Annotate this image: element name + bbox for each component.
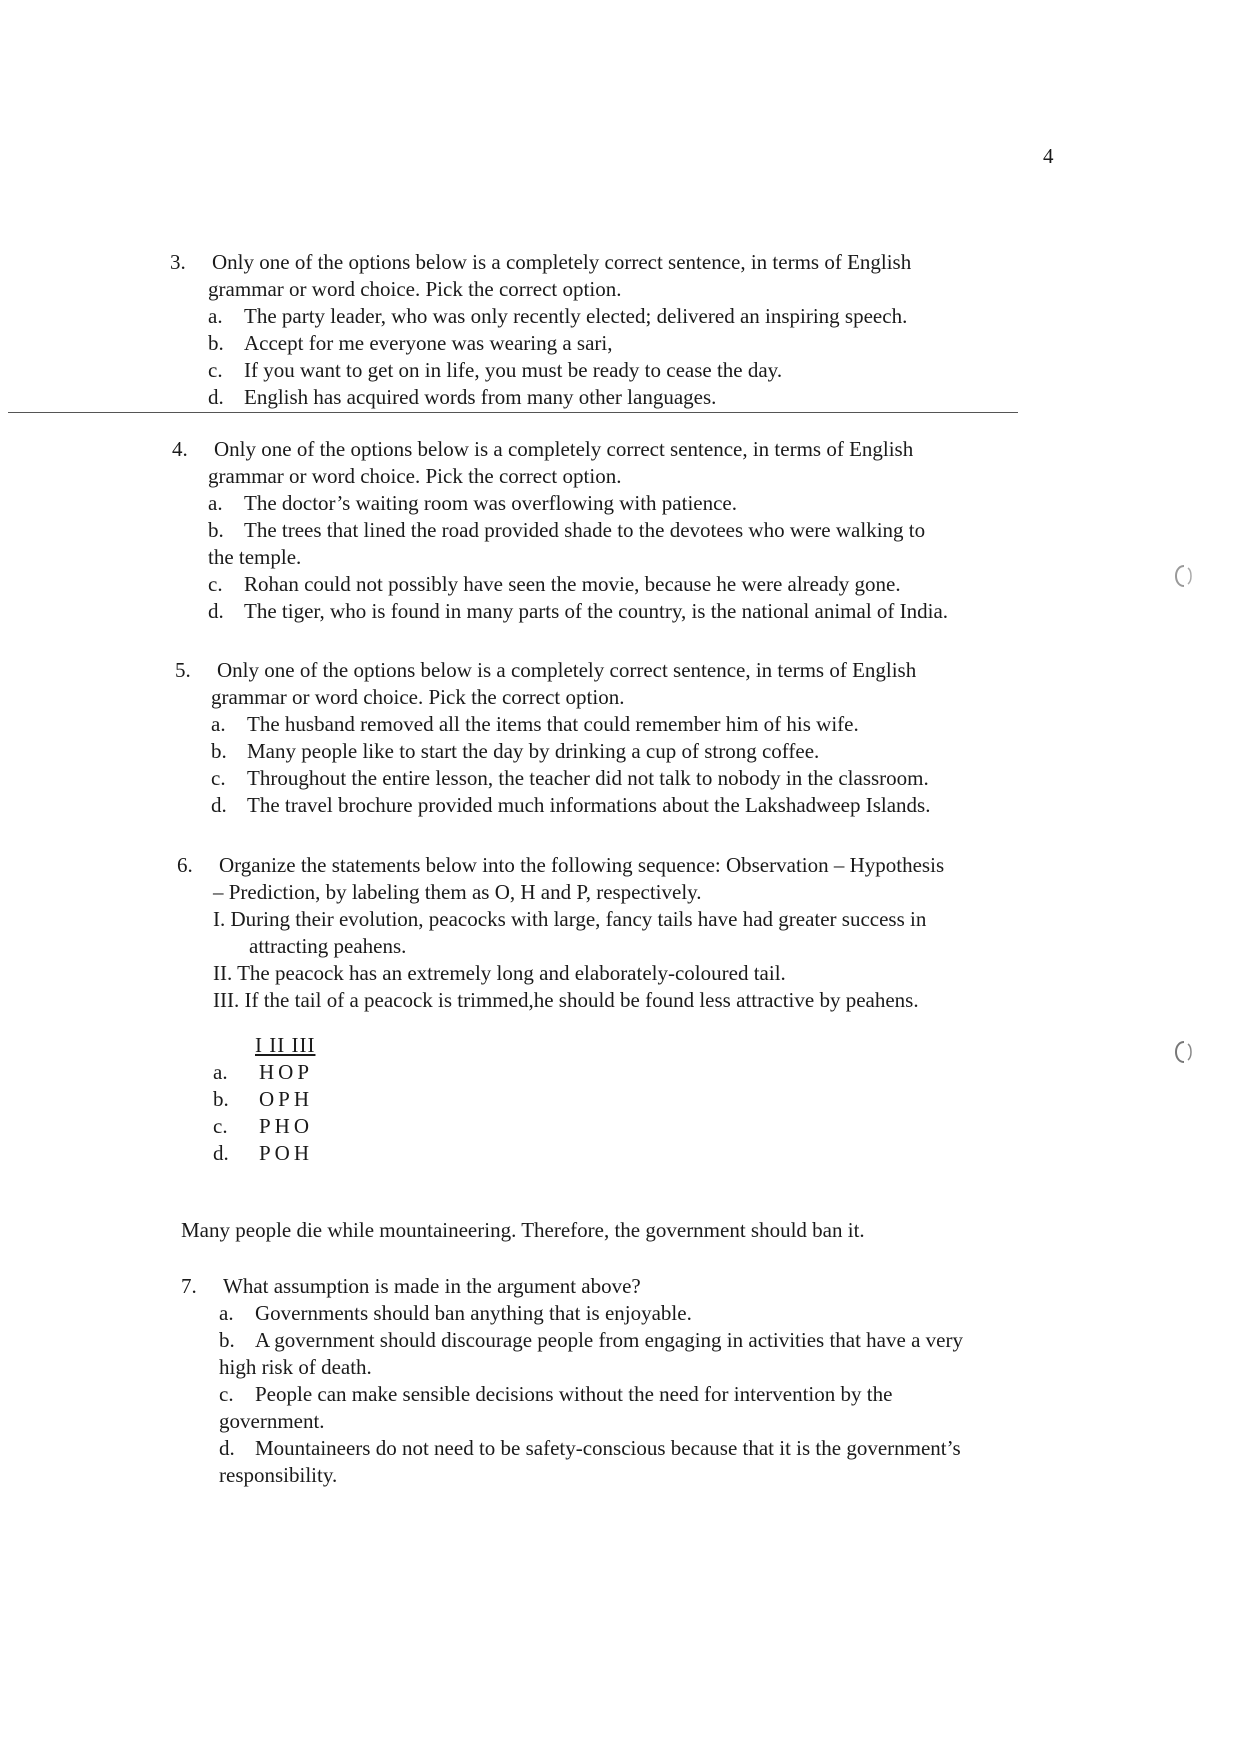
options-list xyxy=(170,303,911,411)
options-list xyxy=(175,711,930,819)
option-letter: b. xyxy=(208,331,224,355)
question-stem: Only one of the options below is a completely correct sentence, in terms of English xyxy=(217,658,917,682)
option-text: The party leader, who was only recently elected; delivered an inspiring speech. xyxy=(244,304,908,328)
option-letter: d. xyxy=(208,599,224,623)
option-a[interactable] xyxy=(211,711,930,738)
option-b-continued xyxy=(219,1354,963,1381)
option-letter: a. xyxy=(211,712,226,736)
scan-mark-icon xyxy=(1172,1038,1196,1066)
statement-1: I. During their evolution, peacocks with large, fancy tails have had greater success in xyxy=(213,907,927,931)
option-letter: a. xyxy=(208,304,223,328)
question-stem: grammar or word choice. Pick the correct option. xyxy=(208,277,622,301)
question-number: 4. xyxy=(172,437,188,461)
option-d[interactable] xyxy=(208,384,911,411)
options-list xyxy=(181,1300,963,1489)
question-stem-line xyxy=(172,436,948,463)
option-b[interactable] xyxy=(208,517,948,544)
option-letter: b. xyxy=(211,739,227,763)
option-letter: d. xyxy=(213,1141,229,1165)
option-text: responsibility. xyxy=(219,1463,338,1487)
option-text: People can make sensible decisions without the need for intervention by the xyxy=(255,1382,893,1406)
question-stem-line xyxy=(170,249,911,276)
option-a[interactable] xyxy=(208,490,948,517)
question-6 xyxy=(177,852,944,1167)
question-stem: Only one of the options below is a completely correct sentence, in terms of English xyxy=(214,437,914,461)
option-text: The husband removed all the items that could remember him of his wife. xyxy=(247,712,859,736)
option-c-continued xyxy=(219,1408,963,1435)
question-7 xyxy=(181,1273,963,1489)
question-stem-line xyxy=(181,1273,963,1300)
question-3 xyxy=(170,249,911,411)
option-a[interactable] xyxy=(219,1300,963,1327)
option-letter: c. xyxy=(213,1114,228,1138)
option-letter: a. xyxy=(219,1301,234,1325)
statement-3: III. If the tail of a peacock is trimmed,he should be found less attractive by peahens. xyxy=(213,988,919,1012)
question-number: 6. xyxy=(177,853,193,877)
options-list xyxy=(177,1059,944,1167)
option-a[interactable] xyxy=(208,303,911,330)
statement-1-continued: attracting peahens. xyxy=(249,934,407,958)
option-b[interactable] xyxy=(219,1327,963,1354)
sequence-header-row xyxy=(177,1032,944,1059)
option-letter: c. xyxy=(208,358,223,382)
option-text: PHO xyxy=(259,1114,314,1138)
option-text: The tiger, who is found in many parts of the country, is the national animal of India. xyxy=(244,599,949,623)
option-text: Rohan could not possibly have seen the movie, because he were already gone. xyxy=(244,572,901,596)
options-list xyxy=(172,490,948,625)
question-stem-line xyxy=(170,276,911,303)
option-a[interactable] xyxy=(213,1059,944,1086)
option-c[interactable] xyxy=(213,1113,944,1140)
option-text: If you want to get on in life, you must be ready to cease the day. xyxy=(244,358,783,382)
question-stem: – Prediction, by labeling them as O, H and P, respectively. xyxy=(213,880,702,904)
question-5 xyxy=(175,657,930,819)
option-text: Many people like to start the day by drinking a cup of strong coffee. xyxy=(247,739,820,763)
page-number: 4 xyxy=(1043,144,1054,168)
question-stem-line xyxy=(172,463,948,490)
option-letter: b. xyxy=(208,518,224,542)
option-c[interactable] xyxy=(211,765,930,792)
option-d-continued xyxy=(219,1462,963,1489)
option-d[interactable] xyxy=(208,598,948,625)
option-text: The travel brochure provided much informations about the Lakshadweep Islands. xyxy=(247,793,931,817)
option-text: The trees that lined the road provided shade to the devotees who were walking to xyxy=(244,518,926,542)
option-b-continued xyxy=(208,544,948,571)
option-b[interactable] xyxy=(211,738,930,765)
argument-statement: Many people die while mountaineering. Therefore, the government should ban it. xyxy=(181,1218,865,1242)
question-number: 7. xyxy=(181,1274,197,1298)
option-b[interactable] xyxy=(208,330,911,357)
question-stem-line xyxy=(177,852,944,879)
option-d[interactable] xyxy=(211,792,930,819)
divider-line xyxy=(8,412,1018,413)
statements-list xyxy=(177,906,944,1014)
scan-mark-icon xyxy=(1172,562,1196,590)
option-text: The doctor’s waiting room was overflowing with patience. xyxy=(244,491,737,515)
option-letter: d. xyxy=(208,385,224,409)
option-letter: a. xyxy=(208,491,223,515)
option-letter: b. xyxy=(213,1087,229,1111)
option-text: Accept for me everyone was wearing a sari, xyxy=(244,331,613,355)
option-letter: d. xyxy=(211,793,227,817)
option-text: A government should discourage people from engaging in activities that have a very xyxy=(255,1328,963,1352)
option-text: high risk of death. xyxy=(219,1355,372,1379)
option-d[interactable] xyxy=(213,1140,944,1167)
question-stem: grammar or word choice. Pick the correct option. xyxy=(211,685,625,709)
option-letter: c. xyxy=(219,1382,234,1406)
sequence-header: I II III xyxy=(255,1033,316,1057)
question-number: 3. xyxy=(170,250,186,274)
question-stem-line xyxy=(175,657,930,684)
question-stem: Only one of the options below is a completely correct sentence, in terms of English xyxy=(212,250,912,274)
option-letter: b. xyxy=(219,1328,235,1352)
option-c[interactable] xyxy=(208,357,911,384)
option-letter: a. xyxy=(213,1060,228,1084)
option-c[interactable] xyxy=(208,571,948,598)
question-stem-line xyxy=(177,879,944,906)
option-text: Throughout the entire lesson, the teacher did not talk to nobody in the classroom. xyxy=(247,766,929,790)
option-b[interactable] xyxy=(213,1086,944,1113)
option-letter: c. xyxy=(211,766,226,790)
option-text: Governments should ban anything that is enjoyable. xyxy=(255,1301,692,1325)
option-text: government. xyxy=(219,1409,325,1433)
option-text: Mountaineers do not need to be safety-conscious because that it is the government’s xyxy=(255,1436,961,1460)
option-d[interactable] xyxy=(219,1435,963,1462)
option-text: POH xyxy=(259,1141,314,1165)
option-text: the temple. xyxy=(208,545,302,569)
option-text: HOP xyxy=(259,1060,314,1084)
question-stem: Organize the statements below into the following sequence: Observation – Hypothesis xyxy=(219,853,945,877)
option-c[interactable] xyxy=(219,1381,963,1408)
option-text: OPH xyxy=(259,1087,314,1111)
question-stem-line xyxy=(175,684,930,711)
statement-2: II. The peacock has an extremely long and elaborately-coloured tail. xyxy=(213,961,786,985)
question-stem: What assumption is made in the argument above? xyxy=(223,1274,641,1298)
question-4 xyxy=(172,436,948,625)
option-letter: c. xyxy=(208,572,223,596)
question-number: 5. xyxy=(175,658,191,682)
option-text: English has acquired words from many other languages. xyxy=(244,385,717,409)
option-letter: d. xyxy=(219,1436,235,1460)
question-stem: grammar or word choice. Pick the correct option. xyxy=(208,464,622,488)
